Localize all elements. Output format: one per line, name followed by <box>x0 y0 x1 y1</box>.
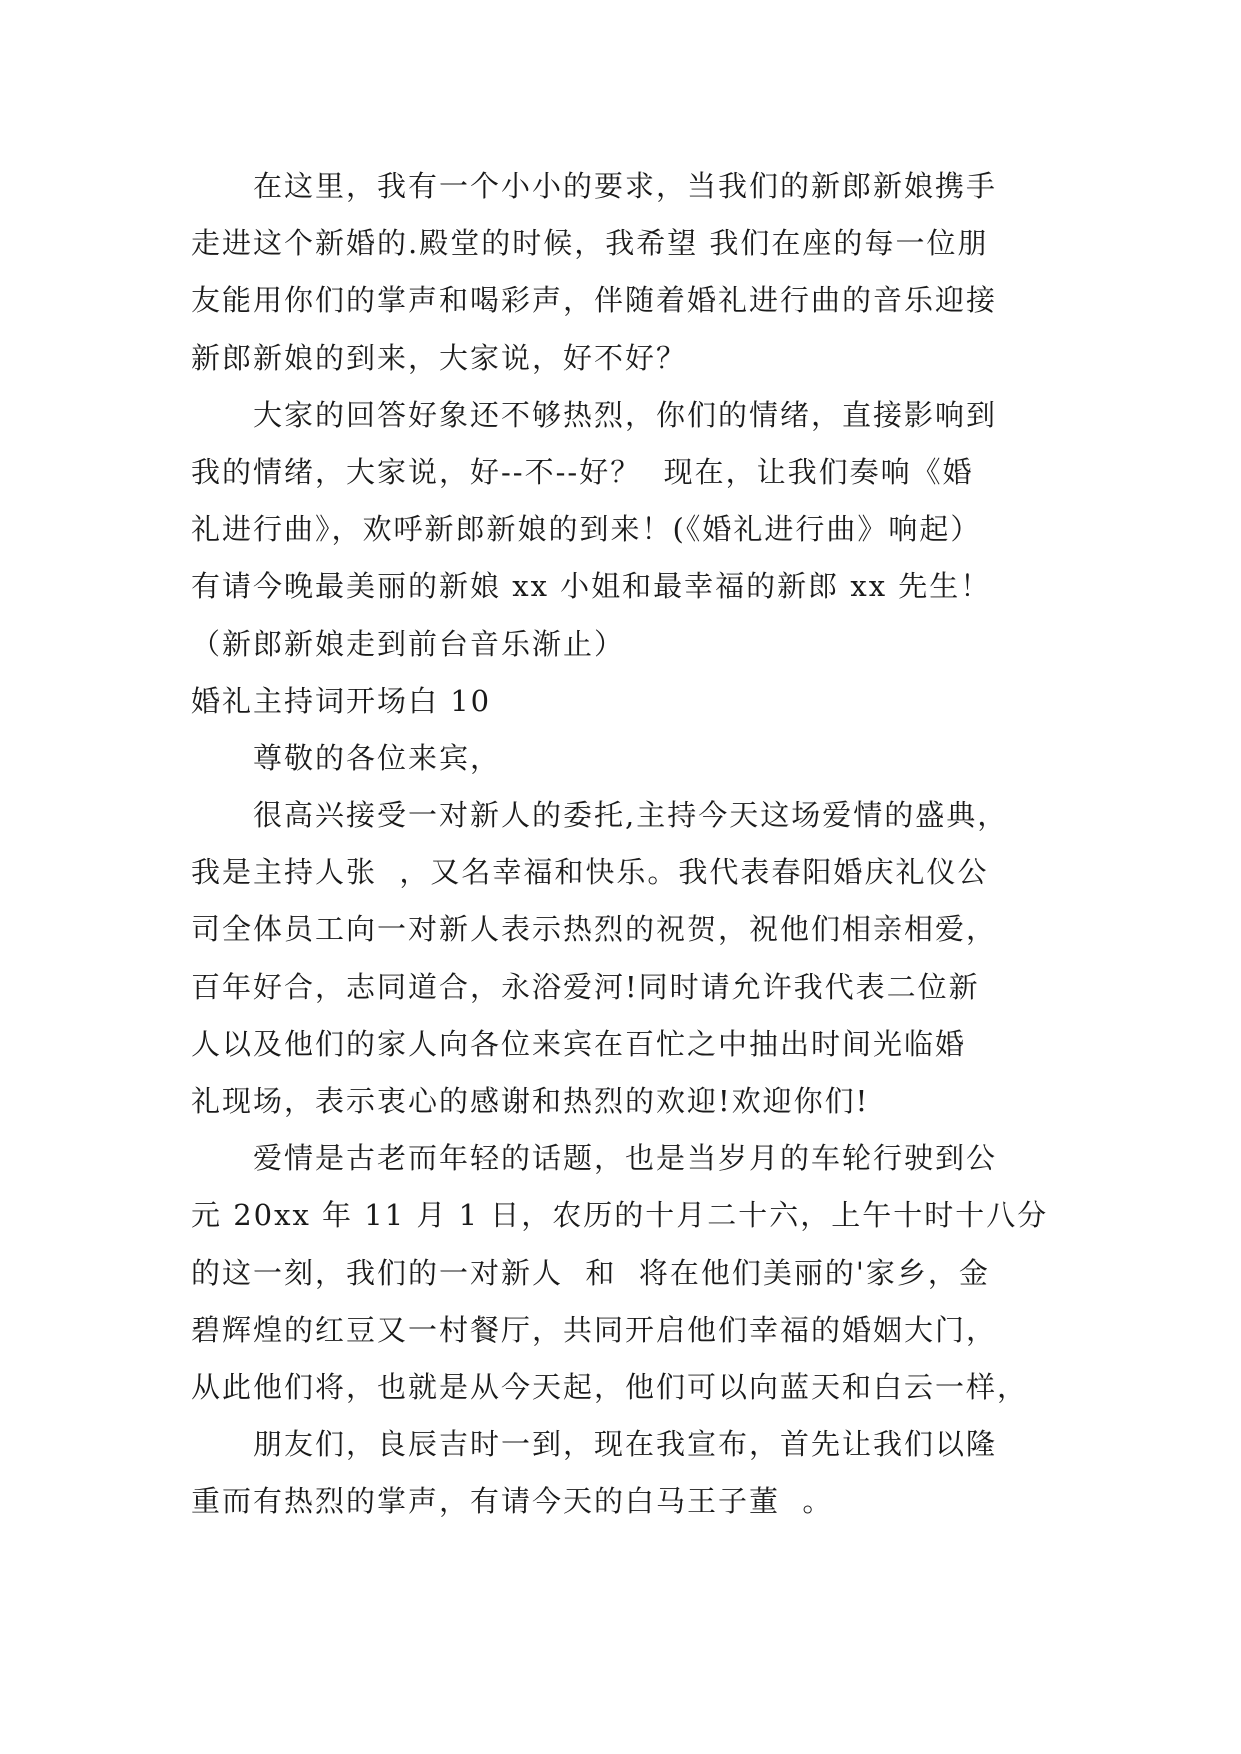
paragraph-line: 朋友们，良辰吉时一到，现在我宣布，首先让我们以隆 <box>253 1427 998 1462</box>
paragraph-line: 从此他们将，也就是从今天起，他们可以向蓝天和白云一样， <box>191 1369 1029 1404</box>
paragraph-line: （新郎新娘走到前台音乐渐止） <box>191 626 626 661</box>
paragraph-line: 碧辉煌的红豆又一村餐厅，共同开启他们幸福的婚姻大门， <box>191 1312 998 1347</box>
paragraph-line: 新郎新娘的到来，大家说，好不好？ <box>191 340 688 375</box>
paragraph-line: 人以及他们的家人向各位来宾在百忙之中抽出时间光临婚 <box>191 1026 967 1061</box>
section-heading: 婚礼主持词开场白 10 <box>191 683 492 718</box>
paragraph-line: 大家的回答好象还不够热烈，你们的情绪，直接影响到 <box>253 397 998 432</box>
paragraph-line: 礼现场，表示衷心的感谢和热烈的欢迎!欢迎你们! <box>191 1084 870 1118</box>
paragraph-line: 我是主持人张 ，又名幸福和快乐。我代表春阳婚庆礼仪公 <box>191 855 989 890</box>
paragraph-line: 走进这个新婚的.殿堂的时候，我希望 我们在座的每一位朋 <box>191 226 989 261</box>
paragraph-line: 在这里，我有一个小小的要求，当我们的新郎新娘携手 <box>253 169 998 203</box>
paragraph-line: 司全体员工向一对新人表示热烈的祝贺，祝他们相亲相爱， <box>191 912 998 947</box>
paragraph-line: 礼进行曲》，欢呼新郎新娘的到来！(《婚礼进行曲》响起） <box>191 512 982 547</box>
paragraph-line: 我的情绪，大家说，好--不--好？ 现在，让我们奏响《婚 <box>191 454 974 489</box>
paragraph-line: 友能用你们的掌声和喝彩声，伴随着婚礼进行曲的音乐迎接 <box>191 283 998 318</box>
paragraph-line: 元 20xx 年 11 月 1 日，农历的十月二十六，上午十时十八分 <box>191 1198 1049 1233</box>
salutation-line: 尊敬的各位来宾， <box>253 740 502 775</box>
paragraph-line: 重而有热烈的掌声，有请今天的白马王子董 。 <box>191 1484 834 1519</box>
paragraph-line: 有请今晚最美丽的新娘 xx 小姐和最幸福的新郎 xx 先生！ <box>191 569 992 604</box>
paragraph-line: 很高兴接受一对新人的委托,主持今天这场爱情的盛典， <box>253 798 1009 833</box>
paragraph-line: 的这一刻，我们的一对新人 和 将在他们美丽的'家乡，金 <box>191 1255 990 1290</box>
document-body <box>191 158 1051 1531</box>
paragraph-line: 百年好合，志同道合，永浴爱河!同时请允许我代表二位新 <box>191 969 980 1004</box>
paragraph-line: 爱情是古老而年轻的话题，也是当岁月的车轮行驶到公 <box>253 1141 998 1176</box>
